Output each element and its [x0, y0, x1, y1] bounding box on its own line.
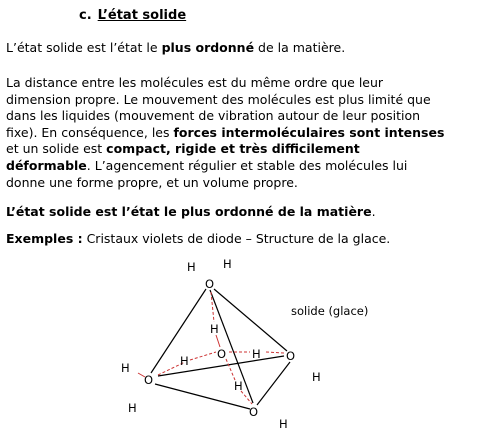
paragraph-definition: [6, 40, 476, 57]
atom-hydrogen: H: [187, 260, 196, 274]
hydrogen-bond: [190, 352, 216, 360]
text-run: fixe). En conséquence, les: [6, 124, 174, 140]
examples-label: Exemples :: [6, 231, 83, 246]
ice-structure-diagram: [0, 250, 480, 432]
paragraph-description: [6, 75, 476, 191]
section-heading: [79, 8, 186, 23]
examples-text: Cristaux violets de diode – Structure de la glace.: [82, 231, 391, 246]
section-title: L’état solide: [97, 8, 187, 23]
bold-run: compact, rigide et très difficilement: [106, 141, 360, 157]
text-run: L’état solide est l’état le: [6, 40, 162, 55]
atom-oxygen: O: [249, 405, 259, 419]
atom-oxygen: O: [286, 349, 296, 363]
text-run: de la matière.: [254, 40, 346, 55]
paragraph-examples: [6, 231, 476, 248]
hydrogen-bond: [266, 352, 284, 353]
bold-run: L’état solide est l’état le plus ordonné de la matière: [6, 204, 372, 219]
atom-oxygen: O: [144, 373, 154, 387]
atom-hydrogen: H: [180, 354, 189, 368]
bold-run: forces intermoléculaires sont intenses: [173, 124, 445, 140]
atom-hydrogen: H: [128, 401, 137, 415]
atom-hydrogen: H: [121, 361, 130, 375]
atom-hydrogen: H: [210, 322, 219, 336]
bond-edge: [257, 362, 290, 405]
text-run: .: [371, 204, 376, 219]
atom-hydrogen: H: [312, 370, 321, 384]
text-run: . L’agencement régulier et stable des molécules lui: [86, 157, 408, 173]
atom-hydrogen: H: [234, 379, 243, 393]
bold-run: déformable: [6, 157, 87, 173]
section-letter: c.: [79, 8, 92, 23]
atom-hydrogen: H: [223, 257, 232, 271]
bold-run: plus ordonné: [161, 40, 255, 55]
text-run: et un solide est: [6, 141, 107, 157]
paragraph-summary: [6, 204, 476, 221]
hydrogen-bond: [226, 359, 235, 380]
text-run: donne une forme propre, et un volume propre.: [6, 174, 298, 190]
text-run: dimension propre. Le mouvement des molécules est plus limité que: [6, 91, 431, 107]
atom-oxygen: O: [217, 347, 227, 361]
atom-oxygen: O: [205, 277, 215, 291]
oh-bond: [216, 335, 220, 347]
text-run: dans les liquides (mouvement de vibration autour de leur position: [6, 108, 421, 124]
bond-edge: [214, 289, 287, 351]
diagram-caption: solide (glace): [291, 304, 369, 318]
text-run: La distance entre les molécules est du même ordre que leur: [6, 75, 384, 90]
bond-edge: [151, 289, 206, 373]
atom-hydrogen: H: [279, 417, 288, 431]
atom-hydrogen: H: [252, 347, 261, 361]
